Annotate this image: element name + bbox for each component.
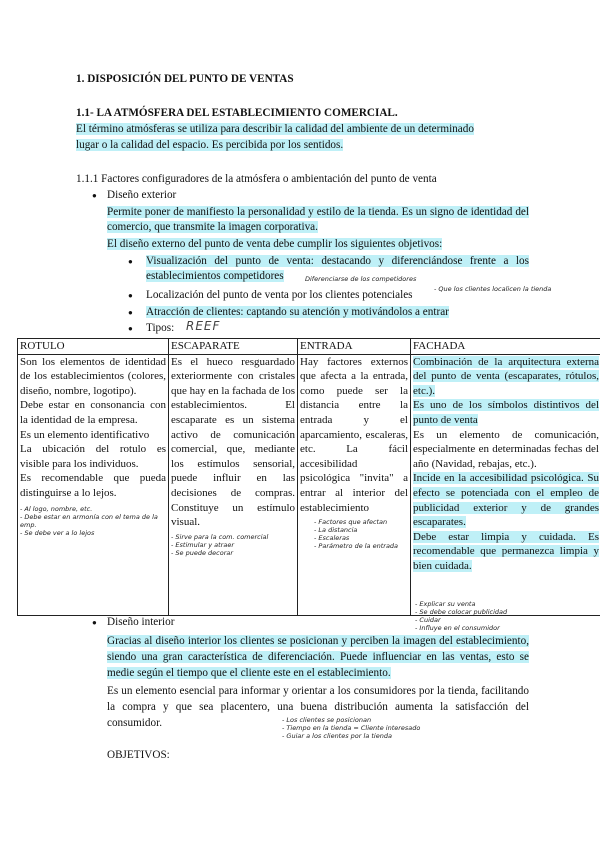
cell-escaparate [169,354,298,615]
fachada-text: Es uno de los símbolos distintivos del punto de venta [413,399,599,426]
handwritten-note-satisfaccion: - Tiempo en la tienda = Cliente interesado [282,724,421,732]
handwritten-note-entrada: - La distancia [314,526,358,535]
rotulo-text: Debe estar en consonancia con la identidad de la empresa. [20,399,166,426]
bullet-icon: ● [128,257,133,266]
interior-paragraph-2: Es un elemento esencial para informar y orientar a los consumidores por la tienda, facilitando la compra y que sea placentero, una buena distribución aumenta la satisfacción del consumidor. [107,685,529,729]
heading-disposicion: 1. DISPOSICIÓN DEL PUNTO DE VENTAS [76,73,294,85]
table-row [18,354,600,615]
rotulo-text: Es un elemento identificativo [20,428,150,441]
handwritten-note-rotulo: - Se debe ver a lo lejos [20,528,95,537]
objective-localizacion: Localización del punto de venta por los clientes potenciales [146,289,413,301]
heading-atmosfera: 1.1- LA ATMÓSFERA DEL ESTABLECIMIENTO COMERCIAL. [76,107,398,119]
handwritten-satisfaction-notes [282,716,420,740]
handwritten-note-interior: - Se debe colocar publicidad [415,608,508,616]
intro-line-2: lugar o la calidad del espacio. Es percibida por los sentidos. [76,139,344,151]
subheading-factores: 1.1.1 Factores configuradores de la atmósfera o ambientación del punto de venta [76,173,437,185]
tipos-table [17,338,600,616]
objetivos-label: OBJETIVOS: [107,749,170,761]
cell-entrada [298,354,411,615]
cell-rotulo [18,354,169,615]
header-rotulo: ROTULO [18,339,169,355]
header-fachada: FACHADA [411,339,600,355]
handwritten-note-entrada: - Parámetro de la entrada [314,542,399,551]
handwritten-note-satisfaccion: - Guiar a los clientes por la tienda [282,732,392,740]
rotulo-text: Son los elementos de identidad de los establecimientos (colores, diseño, nombre, logotipo). [20,355,166,397]
fachada-text: Debe estar limpia y cuidada. Es recomendable que permanezca limpia y bien cuidada. [413,530,599,572]
header-entrada: ENTRADA [298,339,411,355]
handwritten-note-competidores: Diferenciarse de los competidores [305,275,417,283]
handwritten-note-entrada: - Escaleras [314,534,350,543]
table-header-row [18,339,600,355]
bullet-icon: ● [128,308,133,317]
handwritten-note-interior: - Influye en el consumidor [415,624,500,632]
handwritten-note-rotulo: - Al logo, nombre, etc. [20,504,93,513]
rotulo-text: La ubicación del rotulo es visible para los individuos. [20,443,166,470]
objective-atraccion: Atracción de clientes: captando su atención y motivándolos a entrar [146,306,449,318]
entrada-text: Hay factores externos que afecta a la entrada, como puede ser la distancia entre la entrada y el aparcamiento, escaleras, etc. La fácil accesibilidad psicológica "invita" a entrar al interior del establecimiento [300,355,408,514]
handwritten-note-escaparate: - Se puede decorar [171,548,234,557]
exterior-paragraph-2: El diseño externo del punto de venta debe cumplir los siguientes objetivos: [107,238,443,250]
handwritten-note-entrada: - Factores que afectan [314,518,388,527]
escaparate-text: Es el hueco resguardado exteriormente con cristales que hay en la fachada de los establecimientos. El escaparate es un sistema activo de comunicación comercial, que, mediante los estímulos sensorial, puede influir en las decisiones de compras. Constituye un estímulo visual. [171,355,295,529]
objective-visualizacion: Visualización del punto de venta: destacando y diferenciándose frente a los establecimientos competidores [146,255,529,282]
handwritten-note-escaparate: - Estimular y atraer [171,540,235,549]
intro-line-1: El término atmósferas se utiliza para describir la calidad del ambiente de un determinado [76,123,474,135]
tipos-label: Tipos: [146,322,175,334]
handwritten-note-interior: - Explicar su venta [415,600,476,608]
cell-fachada [411,354,600,615]
bullet-icon: ● [92,618,97,627]
handwritten-note-clientes: - Que los clientes localicen la tienda [434,285,552,293]
rotulo-text: Es recomendable que pueda distinguirse a lo lejos. [20,472,166,499]
exterior-title: Diseño exterior [107,189,177,201]
bullet-icon: ● [128,291,133,300]
header-escaparate: ESCAPARATE [169,339,298,355]
handwritten-note-interior: - Cuidar [415,616,441,624]
handwritten-tipos: REEF [186,319,221,333]
handwritten-interior-notes [415,600,507,632]
bullet-icon: ● [128,324,133,333]
interior-title: Diseño interior [107,616,175,628]
handwritten-note-escaparate: - Sirve para la com. comercial [171,532,269,541]
handwritten-note-rotulo: - Debe estar en armonía con el tema de la emp. [20,512,158,529]
fachada-text: Incide en la accesibilidad psicológica. Su efecto se potenciada con el empleo de publicidad exterior y de grandes escaparates. [413,472,599,529]
fachada-text: Es un elemento de comunicación, especialmente en determinadas fechas del año (Navidad, rebajas, etc.). [413,428,599,470]
bullet-icon: ● [92,191,97,200]
handwritten-note-satisfaccion: - Los clientes se posicionan [282,716,372,724]
exterior-paragraph-1: Permite poner de manifiesto la personalidad y estilo de la tienda. Es un signo de identidad del comercio, que transmite la imagen corporativa. [107,206,529,233]
fachada-text: Combinación de la arquitectura externa del punto de venta (escaparates, rótulos, etc.). [413,355,599,397]
interior-paragraph-1: Gracias al diseño interior los clientes se posicionan y perciben la imagen del establecimiento, siendo una gran característica de diferenciación. Puede influenciar en las ventas, esto se medie según el tiempo que el cliente este en el establecimiento. [107,635,529,679]
